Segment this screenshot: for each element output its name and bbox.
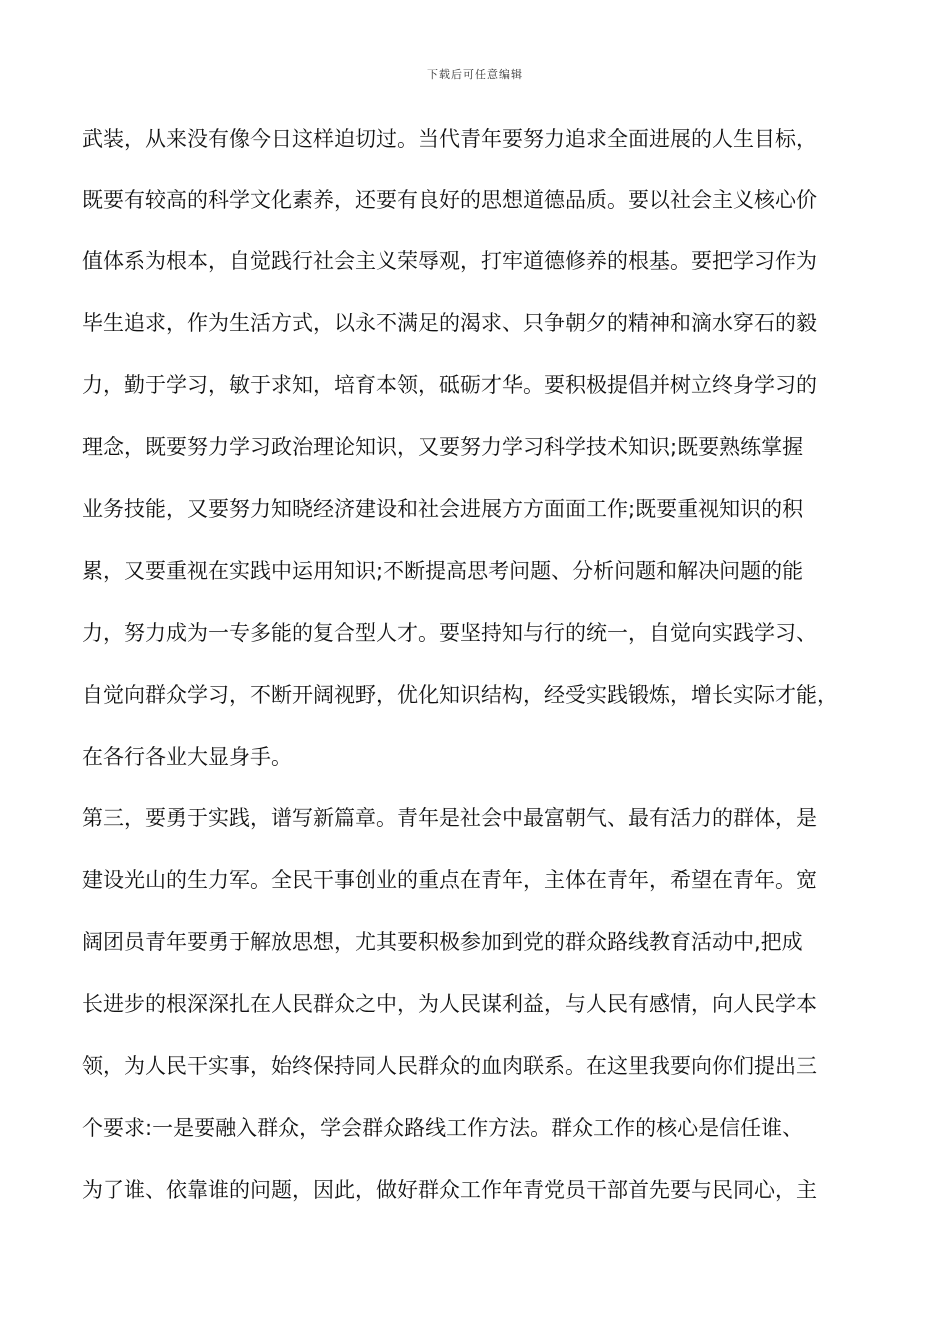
body-line: 领，为人民干实事，始终保持同人民群众的血肉联系。在这里我要向你们提出三	[82, 1054, 817, 1078]
body-line: 自觉向群众学习，不断开阔视野，优化知识结构，经受实践锻炼，增长实际才能，	[82, 683, 838, 707]
body-line: 业务技能，又要努力知晓经济建设和社会进展方方面面工作;既要重视知识的积	[82, 497, 804, 521]
body-line: 值体系为根本，自觉践行社会主义荣辱观，打牢道德修养的根基。要把学习作为	[82, 249, 817, 273]
body-line: 为了谁、依靠谁的问题，因此，做好群众工作年青党员干部首先要与民同心，主	[82, 1178, 817, 1202]
body-line: 第三，要勇于实践，谱写新篇章。青年是社会中最富朝气、最有活力的群体，是	[82, 806, 817, 830]
body-line: 力，努力成为一专多能的复合型人才。要坚持知与行的统一，自觉向实践学习、	[82, 621, 817, 645]
body-line: 个要求:一是要融入群众，学会群众路线工作方法。群众工作的核心是信任谁、	[82, 1116, 804, 1140]
body-line: 既要有较高的科学文化素养，还要有良好的思想道德品质。要以社会主义核心价	[82, 188, 817, 212]
body-line: 长进步的根深深扎在人民群众之中，为人民谋利益，与人民有感情，向人民学本	[82, 992, 817, 1016]
body-line: 建设光山的生力军。全民干事创业的重点在青年，主体在青年，希望在青年。宽	[82, 868, 817, 892]
body-line: 理念，既要努力学习政治理论知识，又要努力学习科学技术知识;既要熟练掌握	[82, 435, 804, 459]
body-line: 毕生追求，作为生活方式，以永不满足的渴求、只争朝夕的精神和滴水穿石的毅	[82, 311, 817, 335]
body-line: 阔团员青年要勇于解放思想，尤其要积极参加到党的群众路线教育活动中,把成	[82, 930, 803, 954]
body-line: 武装，从来没有像今日这样迫切过。当代青年要努力追求全面进展的人生目标，	[82, 127, 817, 151]
body-line: 在各行各业大显身手。	[82, 745, 292, 769]
body-line: 累，又要重视在实践中运用知识;不断提高思考问题、分析问题和解决问题的能	[82, 559, 804, 583]
body-line: 力，勤于学习，敏于求知，培育本领，砥砺才华。要积极提倡并树立终身学习的	[82, 373, 817, 397]
page-header: 下载后可任意编辑	[427, 68, 523, 81]
